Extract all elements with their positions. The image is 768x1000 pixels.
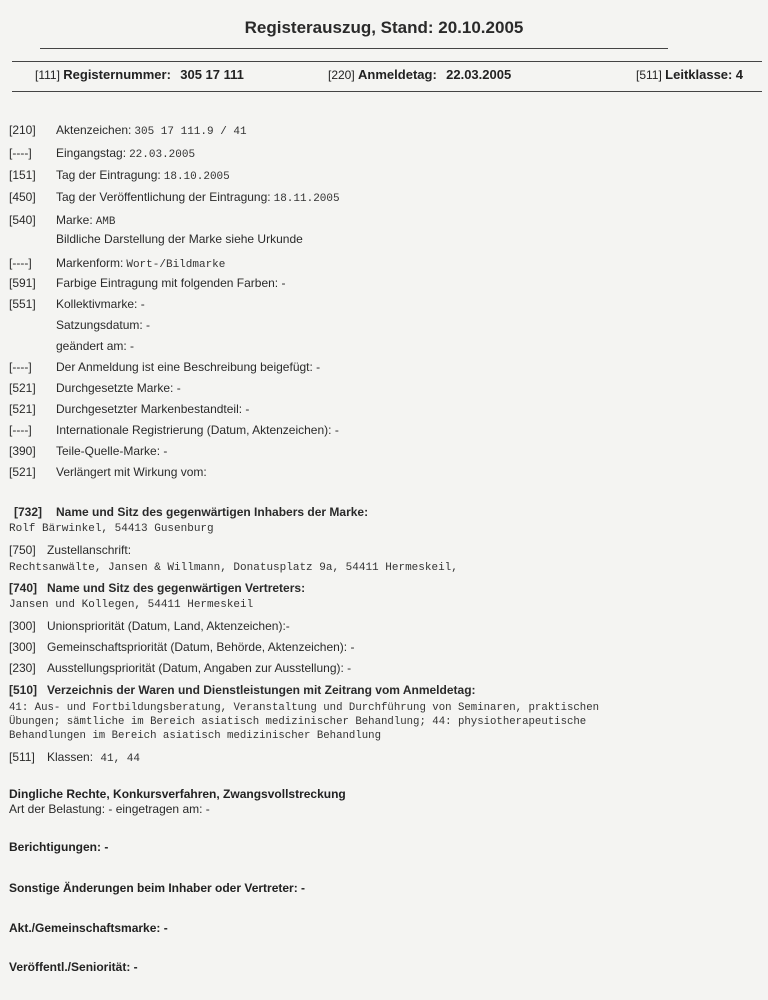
owner-heading: [732] Name und Sitz des gegenwärtigen Inhabers der Marke: <box>14 505 369 519</box>
other-changes: Sonstige Änderungen beim Inhaber oder Vertreter: - <box>9 881 306 895</box>
rights-line: Art der Belastung: - eingetragen am: - <box>9 802 210 816</box>
register-entry: [551] Kollektivmarke: - <box>9 297 145 311</box>
register-number: [111] Registernummer: 305 17 111 <box>35 67 244 82</box>
document-title: Registerauszug, Stand: 20.10.2005 <box>244 18 524 37</box>
register-entry: [521] Durchgesetzter Markenbestandteil: - <box>9 402 250 416</box>
register-entry: [540] Marke: AMB <box>9 213 116 228</box>
register-entry: [210] Aktenzeichen: 305 17 111.9 / 41 <box>9 123 247 138</box>
classes: [511] Klassen: 41, 44 <box>9 750 140 765</box>
application-date: [220] Anmeldetag: 22.03.2005 <box>328 67 512 82</box>
register-entry: [----] Eingangstag: 22.03.2005 <box>9 146 196 161</box>
register-entry: [390] Teile-Quelle-Marke: - <box>9 444 168 458</box>
owner-value: Rolf Bärwinkel, 54413 Gusenburg <box>9 523 214 535</box>
union-priority: [300] Unionspriorität (Datum, Land, Aktenzeichen):- <box>9 619 290 633</box>
register-entry: [521] Verlängert mit Wirkung vom: <box>9 465 207 479</box>
register-entry: geändert am: - <box>56 339 135 353</box>
exhibition-priority: [230] Ausstellungspriorität (Datum, Angaben zur Ausstellung): - <box>9 661 352 675</box>
agent-value: Jansen und Kollegen, 54411 Hermeskeil <box>9 599 254 611</box>
goods-line-3: Behandlungen im Bereich asiatisch medizinischer Behandlung <box>9 730 381 742</box>
register-entry: Bildliche Darstellung der Marke siehe Urkunde <box>56 232 303 246</box>
goods-heading: [510] Verzeichnis der Waren und Dienstleistungen mit Zeitrang vom Anmeldetag: <box>9 683 476 697</box>
agent-heading: [740] Name und Sitz des gegenwärtigen Vertreters: <box>9 581 306 595</box>
community-priority: [300] Gemeinschaftspriorität (Datum, Behörde, Aktenzeichen): - <box>9 640 355 654</box>
register-entry: [521] Durchgesetzte Marke: - <box>9 381 181 395</box>
rights-heading: Dingliche Rechte, Konkursverfahren, Zwangsvollstreckung <box>9 787 346 801</box>
header-rule-top <box>12 61 762 62</box>
register-entry: [----] Der Anmeldung ist eine Beschreibung beigefügt: - <box>9 360 321 374</box>
header-rule-bottom <box>12 91 762 92</box>
goods-line-2: Übungen; sämtliche im Bereich asiatisch medizinischer Behandlung; 44: physiotherapeutische <box>9 716 587 728</box>
register-entry: Satzungsdatum: - <box>56 318 151 332</box>
register-entry: [151] Tag der Eintragung: 18.10.2005 <box>9 168 230 183</box>
address-heading: [750] Zustellanschrift: <box>9 543 132 557</box>
lead-class: [511] Leitklasse: 4 <box>636 67 743 82</box>
register-entry: [591] Farbige Eintragung mit folgenden Farben: - <box>9 276 286 290</box>
register-entry: [----] Markenform: Wort-/Bildmarke <box>9 256 226 271</box>
goods-line-1: 41: Aus- und Fortbildungsberatung, Veranstaltung und Durchführung von Seminaren, praktischen <box>9 702 600 714</box>
corrections: Berichtigungen: - <box>9 840 109 854</box>
title-rule <box>40 48 668 49</box>
register-entry: [----] Internationale Registrierung (Datum, Aktenzeichen): - <box>9 423 339 437</box>
publication-seniority: Veröffentl./Seniorität: - <box>9 960 138 974</box>
register-entry: [450] Tag der Veröffentlichung der Eintragung: 18.11.2005 <box>9 190 340 205</box>
community-mark: Akt./Gemeinschaftsmarke: - <box>9 921 168 935</box>
address-value: Rechtsanwälte, Jansen & Willmann, Donatusplatz 9a, 54411 Hermeskeil, <box>9 562 458 574</box>
